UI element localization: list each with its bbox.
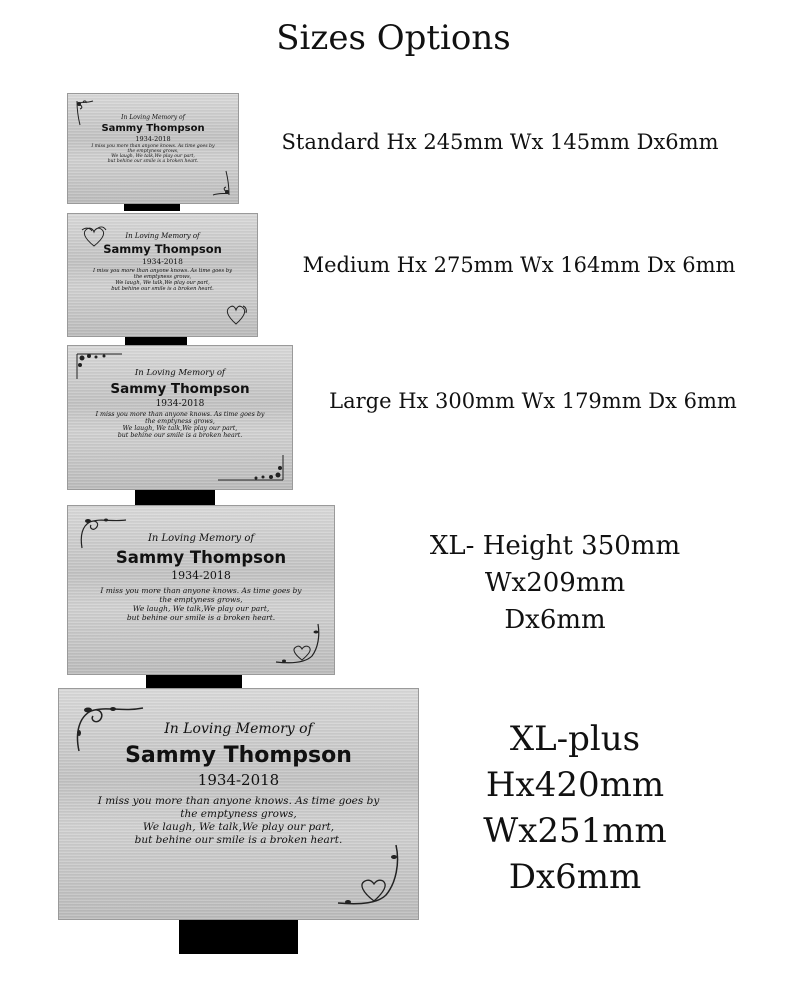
in-memory-line: In Loving Memory of [134,368,226,378]
plaque-large [67,345,293,505]
verse-line: I miss you more than anyone knows. As time goes by [95,411,265,418]
heart-ornament-icon [223,304,249,326]
verse-line: the emptyness grows, [133,274,192,280]
swirl-ornament-icon [78,516,128,550]
verse-line: We laugh, We talk,We play our part, [142,821,335,833]
size-label-large [308,389,758,413]
memorial-years: 1934-2018 [155,399,205,409]
plaque-panel [67,505,335,675]
size-label-line: XL- Height 350mm [429,531,681,561]
verse-line: I miss you more than anyone knows. As time goes by [97,795,380,807]
memorial-name: Sammy Thompson [110,381,250,397]
verse-line: the emptyness grows, [145,418,215,425]
plaque-stand [124,203,180,211]
memorial-name: Sammy Thompson [101,123,205,134]
verse-line: I miss you more than anyone knows. As time goes by [92,268,233,274]
plaque-panel [67,213,258,337]
plaque-xl [67,505,335,690]
verse-line: but behine our smile is a broken heart. [117,432,243,439]
verse-line: We laugh, We talk,We play our part, [132,604,270,613]
size-label-line: XL-plus [509,719,641,759]
plaque-medium [67,213,258,346]
floral-ornament-icon [74,351,124,381]
verse-line: but behine our smile is a broken heart. [126,613,276,622]
in-memory-line: In Loving Memory of [125,232,200,240]
memorial-name: Sammy Thompson [115,548,287,567]
page-title: Sizes Options [276,18,511,58]
verse-line: but behine our smile is a broken heart. [111,286,214,292]
memorial-years: 1934-2018 [171,569,231,582]
swirl-ornament-icon [73,703,145,753]
plaque-xl-plus [58,688,419,954]
verse-line: the emptyness grows, [159,595,243,604]
verse-line: the emptyness grows, [180,808,297,820]
plaque-panel [67,93,239,204]
size-label-line: Hx420mm [485,765,665,805]
size-label: Medium Hx 275mm Wx 164mm Dx 6mm [302,253,736,277]
heart-swirl-ornament-icon [272,622,324,666]
in-memory-line: In Loving Memory of [121,114,185,121]
verse-line: but behine our smile is a broken heart. [134,834,343,846]
in-memory-line: In Loving Memory of [164,721,313,737]
plaque-stand [135,490,215,505]
size-label: Standard Hx 245mm Wx 145mm Dx6mm [281,130,719,154]
verse-line: We laugh, We talk,We play our part, [111,154,195,159]
plaque-panel [67,345,293,490]
memorial-name: Sammy Thompson [125,743,352,768]
size-label: Large Hx 300mm Wx 179mm Dx 6mm [329,389,737,413]
verse-line: We laugh, We talk,We play our part, [122,425,238,432]
verse-line: but behine our smile is a broken heart. [107,159,199,164]
size-label-line: Wx251mm [483,811,667,851]
size-label-xl [400,528,710,639]
floral-ornament-icon [210,169,232,197]
size-label-medium [288,253,750,277]
verse-line: the emptyness grows, [127,149,179,154]
plaque-stand [179,920,298,954]
floral-ornament-icon [216,453,286,483]
verse-line: We laugh, We talk,We play our part, [115,280,210,286]
size-label-line: Dx6mm [504,605,606,635]
memorial-years: 1934-2018 [135,135,171,143]
heart-swirl-ornament-icon [332,843,404,909]
plaque-panel [58,688,419,920]
size-label-xl-plus [455,716,695,900]
floral-ornament-icon [74,99,96,127]
size-label-standard [270,130,730,154]
verse-line: I miss you more than anyone knows. As time goes by [100,586,302,595]
heart-ornament-icon [80,226,108,248]
size-label-line: Dx6mm [508,857,642,897]
memorial-years: 1934-2018 [142,257,183,266]
size-label-line: Wx209mm [484,568,626,598]
verse-line: I miss you more than anyone knows. As time goes by [91,144,215,149]
in-memory-line: In Loving Memory of [147,533,255,544]
memorial-years: 1934-2018 [197,771,280,789]
plaque-standard [67,93,239,210]
memorial-name: Sammy Thompson [103,242,222,256]
